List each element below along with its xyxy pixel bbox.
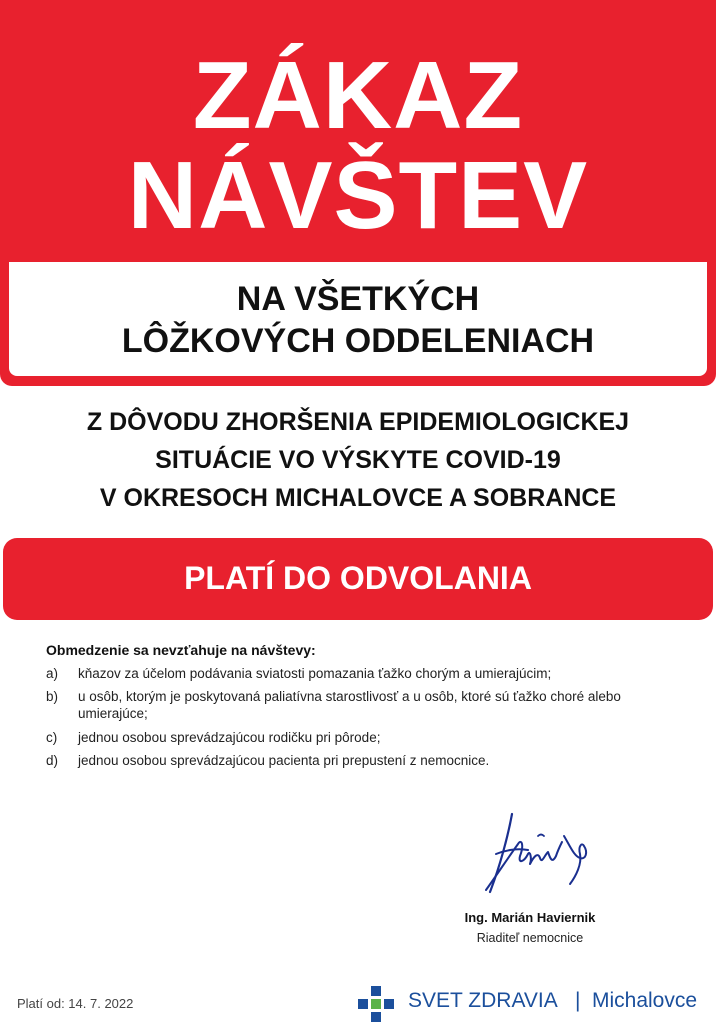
reason-line-2: SITUÁCIE VO VÝSKYTE COVID-19 (155, 446, 561, 474)
validity-banner-text: PLATÍ DO ODVOLANIA (184, 560, 532, 596)
subtitle-line-2: LÔŽKOVÝCH ODDELENIACH (121, 322, 595, 360)
exception-marker: c) (46, 730, 58, 745)
title-line-2: NÁVŠTEV (127, 142, 589, 249)
exception-text: jednou osobou sprevádzajúcou pacienta pri prepustení z nemocnice. (78, 753, 490, 768)
brand-name: SVET ZDRAVIA (408, 989, 558, 1012)
exception-text: jednou osobou sprevádzajúcou rodičku pri pôrode; (78, 730, 381, 745)
reason-line-3: V OKRESOCH MICHALOVCE A SOBRANCE (99, 484, 617, 512)
subtitle-line-1: NA VŠETKÝCH (236, 280, 480, 318)
brand-city: Michalovce (592, 989, 698, 1012)
signer-role: Riaditeľ nemocnice (476, 931, 584, 945)
brand-separator: | (575, 989, 581, 1012)
exceptions-heading: Obmedzenie sa nevzťahuje na návštevy: (46, 642, 316, 658)
exception-marker: a) (46, 666, 59, 681)
signer-name: Ing. Marián Haviernik (464, 910, 596, 925)
signature-image (478, 806, 598, 898)
cross-logo-icon (356, 984, 396, 1024)
exception-marker: d) (46, 753, 59, 768)
exception-text: kňazov za účelom podávania sviatosti pomazania ťažko chorým a umierajúcim; (78, 666, 552, 681)
title-line-1: ZÁKAZ (192, 42, 524, 149)
valid-from-date: Platí od: 14. 7. 2022 (17, 996, 134, 1011)
reason-line-1: Z DÔVODU ZHORŠENIA EPIDEMIOLOGICKEJ (86, 408, 630, 436)
exception-text: u osôb, ktorým je poskytovaná paliatívna starostlivosť a u osôb, ktoré sú ťažko choré alebo umierajúce; (78, 689, 621, 721)
exception-marker: b) (46, 689, 59, 704)
